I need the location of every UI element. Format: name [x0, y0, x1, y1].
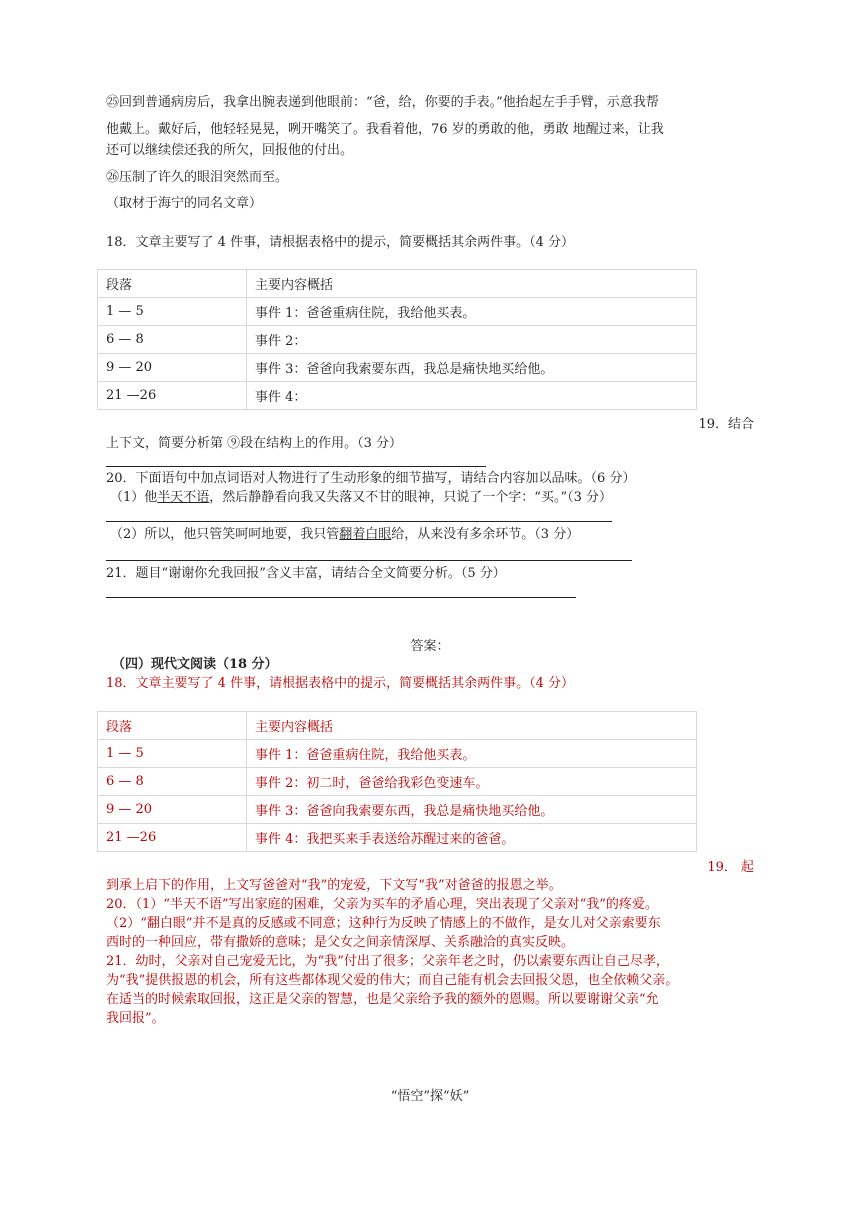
answers-section-title: （四）现代文阅读（18 分） [112, 657, 278, 672]
table-row [98, 740, 697, 768]
table-row [98, 382, 697, 410]
answers-label: 答案： [410, 639, 450, 654]
table-header-cell: 主要内容概括 [247, 712, 697, 740]
paragraph-25-line-1: ㉕回到普通病房后，我拿出腕表递到他眼前：“爸，给，你要的手表。”他抬起左手手臂，示意我帮 [106, 95, 659, 110]
table-row [98, 354, 697, 382]
answer-20-2-line-2: 西时的一种回应，带有撒娇的意味；是父女之间亲情深厚、关系融洽的真实反映。 [106, 935, 575, 950]
table-cell: 21 —26 [98, 824, 247, 852]
question-19-head: 19．结合 [698, 417, 754, 432]
answer-21-line-3: 在适当的时候索取回报，这正是父亲的智慧，也是父亲给予我的额外的恩赐。所以要谢谢父亲“允 [106, 992, 659, 1007]
answer-blank-21 [106, 597, 576, 598]
question-21: 21．题目“谢谢你允我回报”含义丰富，请结合全文简要分析。（5 分） [106, 566, 506, 581]
next-article-title: “悟空”探“妖” [390, 1089, 470, 1104]
table-header-cell: 段落 [98, 270, 247, 298]
paragraph-26: ㉖压制了许久的眼泪突然而至。 [106, 170, 289, 185]
question-20-1 [110, 487, 612, 509]
question-20-2 [110, 524, 579, 546]
table-header-row [98, 270, 697, 298]
table-cell: 事件 3：爸爸向我索要东西，我总是痛快地买给他。 [247, 354, 697, 382]
question-20-1-keyword: 半天不语 [157, 490, 210, 505]
answer-blank-20-2 [106, 560, 632, 561]
question-18-table [97, 269, 697, 410]
source-note: （取材于海宁的同名文章） [106, 196, 263, 211]
table-cell: 21 —26 [98, 382, 247, 410]
question-20-2-prefix: （2）所以，他只管笑呵呵地要，我只管 [110, 527, 340, 542]
table-cell: 事件 4： [247, 382, 697, 410]
paragraph-25-line-2: 他戴上。戴好后，他轻轻晃晃，咧开嘴笑了。我看着他，76 岁的勇敢的他，勇敢 地醒过来，让我 [106, 122, 664, 137]
table-cell: 6 — 8 [98, 326, 247, 354]
question-18: 18．文章主要写了 4 件事，请根据表格中的提示，简要概括其余两件事。（4 分） [106, 235, 574, 250]
table-header-cell: 段落 [98, 712, 247, 740]
answer-blank-19 [106, 466, 486, 467]
question-20-2-suffix: 给，从来没有多余环节。（3 分） [391, 527, 580, 542]
answer-18-question: 18．文章主要写了 4 件事，请根据表格中的提示，简要概括其余两件事。（4 分） [106, 676, 574, 691]
table-row [98, 768, 697, 796]
question-20-2-keyword: 翻着白眼 [339, 527, 392, 542]
table-cell: 事件 1：爸爸重病住院，我给他买表。 [247, 298, 697, 326]
table-cell: 事件 3：爸爸向我索要东西，我总是痛快地买给他。 [247, 796, 697, 824]
table-cell: 9 — 20 [98, 796, 247, 824]
table-cell: 1 — 5 [98, 298, 247, 326]
answer-21-line-1: 21．幼时，父亲对自己宠爱无比，为“我”付出了很多；父亲年老之时，仍以索要东西让自己尽孝， [106, 954, 669, 969]
table-cell: 1 — 5 [98, 740, 247, 768]
table-row [98, 298, 697, 326]
table-row [98, 326, 697, 354]
answer-blank-20-1 [106, 521, 612, 522]
question-20: 20．下面语句中加点词语对人物进行了生动形象的细节描写，请结合内容加以品味。（6 分） [106, 471, 636, 486]
answer-20-1: 20．（1）“半天不语”写出家庭的困难，父亲为买车的矛盾心理，突出表现了父亲对“我”的疼爱。 [106, 897, 658, 912]
table-cell: 事件 4：我把买来手表送给苏醒过来的爸爸。 [247, 824, 697, 852]
table-cell: 6 — 8 [98, 768, 247, 796]
question-19-text: 上下文，简要分析第 ⑨段在结构上的作用。（3 分） [106, 436, 403, 451]
table-row [98, 796, 697, 824]
table-row [98, 824, 697, 852]
answer-21-line-4: 我回报”。 [106, 1011, 165, 1026]
answer-19-text: 到承上启下的作用，上文写爸爸对“我”的宠爱，下文写“我”对爸爸的报恩之举。 [106, 878, 562, 893]
table-header-row [98, 712, 697, 740]
table-cell: 事件 1：爸爸重病住院，我给他买表。 [247, 740, 697, 768]
answer-19-head: 19． 起 [707, 860, 754, 875]
table-header-cell: 主要内容概括 [247, 270, 697, 298]
table-cell: 事件 2： [247, 326, 697, 354]
answer-18-table [97, 711, 697, 852]
answer-21-line-2: 为“我”提供报恩的机会，所有这些都体现父爱的伟大；而自己能有机会去回报父恩，也全依赖父亲。 [106, 973, 679, 988]
table-cell: 9 — 20 [98, 354, 247, 382]
answer-20-2-line-1: （2）“翻白眼”并不是真的反感或不同意；这种行为反映了情感上的不做作，是女儿对父亲索要东 [106, 916, 661, 931]
table-cell: 事件 2：初二时，爸爸给我彩色变速车。 [247, 768, 697, 796]
paragraph-25-line-3: 还可以继续偿还我的所欠，回报他的付出。 [106, 143, 354, 158]
question-20-1-prefix: （1）他 [110, 490, 158, 505]
question-20-1-suffix: ，然后静静看向我又失落又不甘的眼神，只说了一个字：“买。”（3 分） [209, 490, 612, 505]
